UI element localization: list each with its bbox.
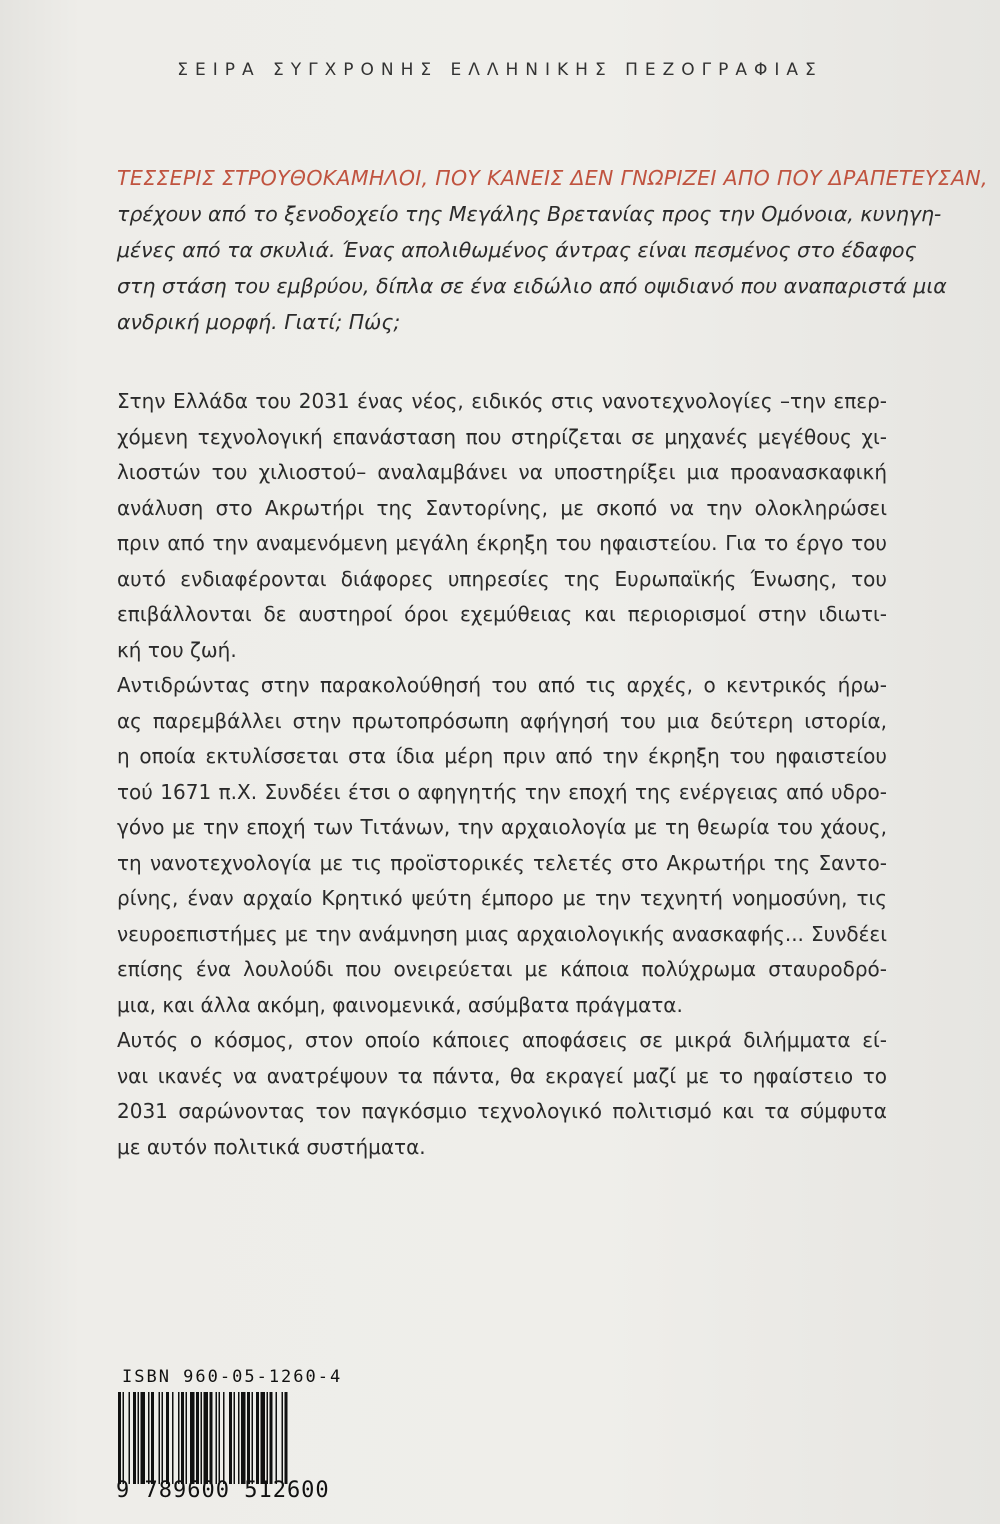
text-line: πριν από την αναμενόμενη μεγάλη έκρηξη του ηφαιστείου. Για το έργο του <box>117 531 887 555</box>
barcode-bar <box>178 1392 180 1484</box>
barcode-bar <box>148 1392 150 1484</box>
barcode-bar <box>267 1392 269 1484</box>
text-line: αυτό ενδιαφέρονται διάφορες υπηρεσίες της Ευρωπαϊκής Ένωσης, του <box>117 566 887 591</box>
barcode-bar <box>141 1392 146 1484</box>
isbn-label: ISBN 960-05-1260-4 <box>122 1367 343 1387</box>
text-line: γόνο με την εποχή των Τιτάνων, την αρχαιολογία με τη θεωρία του χάους, <box>117 815 887 839</box>
barcode-bar <box>201 1392 203 1484</box>
barcode-bar <box>162 1392 164 1484</box>
barcode-bar <box>138 1392 140 1484</box>
barcode-bar <box>282 1392 284 1484</box>
barcode-bar <box>151 1392 154 1484</box>
blurb <box>117 160 988 340</box>
barcode-bar <box>210 1392 213 1484</box>
text-line: μια, και άλλα ακόμη, φαινομενικά, ασύμβατα πράγματα. <box>117 992 683 1017</box>
barcode-bar <box>238 1392 240 1484</box>
barcode-bar <box>247 1392 250 1484</box>
barcode-bar <box>204 1392 209 1484</box>
text-line: Αντιδρώντας στην παρακολούθησή του από τις αρχές, ο κεντρικός ήρω- <box>117 673 887 697</box>
barcode-bar <box>234 1392 236 1484</box>
description <box>117 384 887 1165</box>
barcode-bar <box>216 1392 218 1484</box>
barcode-bar <box>270 1392 273 1484</box>
text-line: νευροεπιστήμες με την ανάμνηση μιας αρχαιολογικής ανασκαφής... Συνδέει <box>117 921 887 946</box>
text-line: επιβάλλονται δε αυστηροί όροι εχεμύθειας και περιορισμοί στην ιδιωτι- <box>117 602 887 626</box>
text-line: με αυτόν πολιτικά συστήματα. <box>117 1134 426 1159</box>
barcode-bar <box>252 1392 254 1484</box>
text-line: ας παρεμβάλλει στην πρωτοπρόσωπη αφήγησή του μια δεύτερη ιστορία, <box>117 708 887 733</box>
barcode-bar <box>133 1392 136 1484</box>
barcode-bar <box>219 1392 221 1484</box>
barcode-bar <box>166 1392 169 1484</box>
blurb-line: μένες από τα σκυλιά. Ένας απολιθωμένος άντρας είναι πεσμένος στο έδαφος <box>117 238 917 262</box>
barcode-bar <box>241 1392 246 1484</box>
barcode-bar <box>276 1392 278 1484</box>
barcode-icon <box>118 1392 338 1484</box>
text-line: 2031 σαρώνοντας τον παγκόσμιο τεχνολογικό πολιτισμό και τα σύμφυτα <box>117 1099 887 1123</box>
text-line: τού 1671 π.Χ. Συνδέει έτσι ο αφηγητής την εποχή της ενέργειας από υδρο- <box>117 779 887 804</box>
barcode-number: 9 789600 512600 <box>116 1478 330 1503</box>
barcode-bar <box>223 1392 225 1484</box>
barcode-bar <box>256 1392 259 1484</box>
blurb-lead: ΤΕΣΣΕΡΙΣ ΣΤΡΟΥΘΟΚΑΜΗΛΟΙ, ΠΟΥ ΚΑΝΕΙΣ ΔΕΝ ΓΝΩΡΙΖΕΙ ΑΠΟ ΠΟΥ ΔΡΑΠΕΤΕΥΣΑΝ, <box>117 166 988 190</box>
barcode-bar <box>159 1392 161 1484</box>
text-line: κή του ζωή. <box>117 637 237 662</box>
barcode-bar <box>229 1392 232 1484</box>
text-line: ναι ικανές να ανατρέψουν τα πάντα, θα εκραγεί μαζί με το ηφαίστειο το <box>117 1063 887 1088</box>
paragraph-1 <box>117 384 887 668</box>
text-line: Στην Ελλάδα του 2031 ένας νέος, ειδικός στις νανοτεχνολογίες –την επερ- <box>117 389 887 413</box>
text-line: Αυτός ο κόσμος, στον οποίο κάποιες αποφάσεις σε μικρά διλήμματα εί- <box>117 1028 887 1052</box>
barcode-bar <box>261 1392 266 1484</box>
series-title: ΣΕΙΡΑ ΣΥΓΧΡΟΝΗΣ ΕΛΛΗΝΙΚΗΣ ΠΕΖΟΓΡΑΦΙΑΣ <box>177 60 823 80</box>
barcode-bar <box>190 1392 195 1484</box>
text-line: η οποία εκτυλίσσεται στα ίδια μέρη πριν από την έκρηξη του ηφαιστείου <box>117 744 887 768</box>
text-line: τη νανοτεχνολογία με τις προϊστορικές τελετές στο Ακρωτήρι της Σαντο- <box>117 850 887 875</box>
text-line: επίσης ένα λουλούδι που ονειρεύεται με κάποια πολύχρωμα σταυροδρό- <box>117 957 887 981</box>
text-line: ρίνης, έναν αρχαίο Κρητικό ψεύτη έμπορο με την τεχνητή νοημοσύνη, τις <box>117 886 887 910</box>
barcode-bar <box>129 1392 131 1484</box>
barcode-bar <box>123 1392 125 1484</box>
barcode-bar <box>196 1392 199 1484</box>
barcode-bar <box>181 1392 184 1484</box>
text-line: χόμενη τεχνολογική επανάσταση που στηρίζεται σε μηχανές μεγέθους χι- <box>117 424 887 449</box>
barcode-bar <box>118 1392 121 1484</box>
blurb-line: ανδρική μορφή. Γιατί; Πώς; <box>117 310 401 334</box>
text-line: λιοστών του χιλιοστού– αναλαμβάνει να υποστηρίξει μια προανασκαφική <box>117 460 887 484</box>
barcode-bar <box>172 1392 174 1484</box>
paragraph-3 <box>117 1023 887 1165</box>
blurb-line: τρέχουν από το ξενοδοχείο της Μεγάλης Βρετανίας προς την Ομόνοια, κυνηγη- <box>117 202 942 226</box>
text-line: ανάλυση στο Ακρωτήρι της Σαντορίνης, με σκοπό να την ολοκληρώσει <box>117 495 887 520</box>
barcode-bar <box>186 1392 188 1484</box>
paragraph-2 <box>117 668 887 1023</box>
barcode-bar <box>285 1392 288 1484</box>
blurb-line: στη στάση του εμβρύου, δίπλα σε ένα ειδώλιο από οψιδιανό που αναπαριστά μια <box>117 274 947 298</box>
